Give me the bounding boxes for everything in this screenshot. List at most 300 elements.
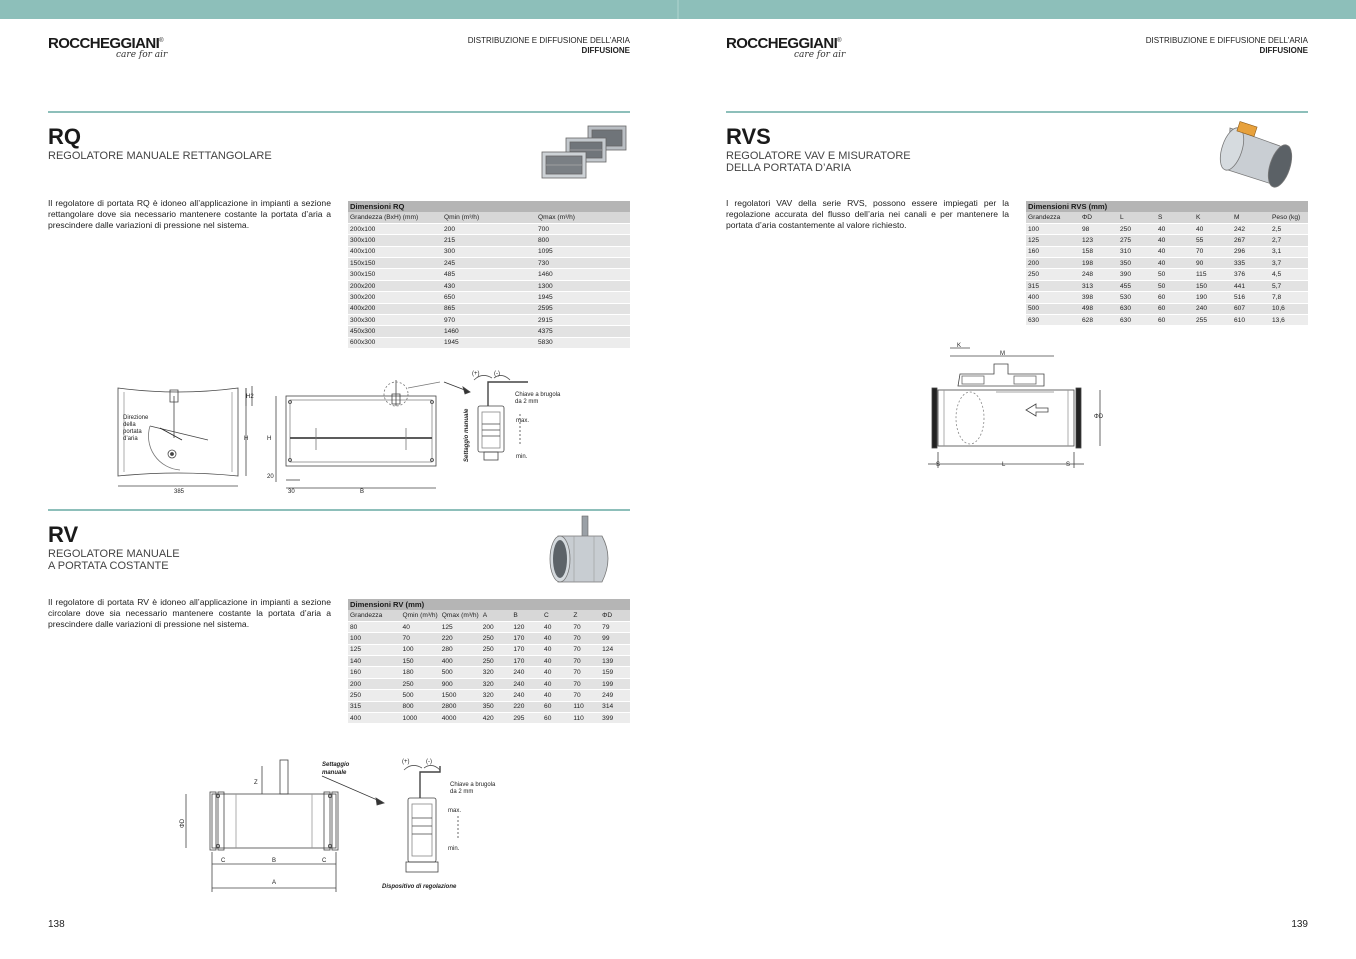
- rvs-dimensions-table: [1026, 201, 1308, 326]
- table-cell: 2800: [440, 701, 481, 712]
- rq-description: Il regolatore di portata RQ è idoneo all’applicazione in impianti a sezione rettangolare dove sia necessario mantenere costante la portata d’aria a prescindere dalle variazioni di pressione nel sistema.: [48, 198, 331, 230]
- table-cell: 100: [401, 644, 440, 655]
- table-cell: 430: [442, 280, 536, 291]
- brand-name: ROCCHEGGIANI®: [726, 35, 841, 52]
- table-row: [348, 315, 630, 326]
- table-cell: 250: [1026, 269, 1080, 280]
- table-cell: 150x150: [348, 258, 442, 269]
- rvs-technical-drawing: [924, 340, 1110, 474]
- table-cell: 315: [1026, 280, 1080, 291]
- table-cell: 350: [1118, 258, 1156, 269]
- table-row: [348, 678, 630, 689]
- table-cell: 40: [542, 644, 571, 655]
- table-row: [1026, 235, 1308, 246]
- rvs-col-header: M: [1232, 212, 1270, 223]
- rv-min-label: min.: [448, 846, 460, 852]
- table-cell: 1095: [536, 246, 630, 257]
- rq-flow-label-1: Direzione: [123, 415, 149, 421]
- table-cell: 190: [1194, 292, 1232, 303]
- table-cell: 1500: [440, 690, 481, 701]
- table-cell: 40: [542, 633, 571, 644]
- table-cell: 1460: [536, 269, 630, 280]
- rq-key-label-1: Chiave a brugola: [515, 392, 561, 398]
- table-cell: 250: [1118, 223, 1156, 234]
- table-cell: 55: [1194, 235, 1232, 246]
- table-cell: 516: [1232, 292, 1270, 303]
- table-cell: 200x100: [348, 223, 442, 234]
- rvs-code: RVS: [726, 124, 771, 149]
- table-cell: 320: [481, 690, 512, 701]
- rvs-description: I regolatori VAV della serie RVS, possono essere impiegati per la regolazione accurata del flusso dell’aria nei canali e per mantenere la portata d’aria costantemente al valore richiesto.: [726, 198, 1009, 230]
- table-cell: 1460: [442, 326, 536, 337]
- rq-col-header: Grandezza (BxH) (mm): [348, 212, 442, 223]
- table-cell: 150: [1194, 280, 1232, 291]
- table-cell: 110: [571, 701, 600, 712]
- rvs-col-header: Peso (kg): [1270, 212, 1308, 223]
- table-cell: 70: [401, 633, 440, 644]
- table-row: [348, 326, 630, 337]
- table-cell: 310: [1118, 246, 1156, 257]
- rvs-table-caption: Dimensioni RVS (mm): [1026, 201, 1308, 212]
- table-row: [348, 713, 630, 724]
- table-cell: 376: [1232, 269, 1270, 280]
- brand-tagline: care for air: [794, 50, 846, 60]
- rq-table-header: [348, 212, 630, 223]
- table-row: [348, 303, 630, 314]
- page-number-left: 138: [48, 919, 65, 930]
- rv-col-header: Grandezza: [348, 610, 401, 621]
- table-cell: 498: [1080, 303, 1118, 314]
- table-cell: 10,6: [1270, 303, 1308, 314]
- table-cell: 170: [511, 644, 542, 655]
- table-cell: 139: [600, 656, 630, 667]
- table-cell: 5830: [536, 337, 630, 348]
- table-cell: 320: [481, 667, 512, 678]
- rv-dim-c-right: C: [322, 858, 327, 864]
- table-cell: 240: [511, 690, 542, 701]
- rq-key-label-2: da 2 mm: [515, 399, 539, 405]
- rv-col-header: Z: [571, 610, 600, 621]
- section-subtitle: DIFFUSIONE: [1259, 46, 1308, 55]
- rv-name-line-1: REGOLATORE MANUALE: [48, 548, 180, 560]
- table-cell: 800: [536, 235, 630, 246]
- rq-col-header: Qmax (m³/h): [536, 212, 630, 223]
- table-cell: 315: [348, 701, 401, 712]
- rvs-name: [726, 150, 911, 174]
- rvs-dim-s-left: S: [936, 462, 941, 468]
- section-header-right: [1146, 36, 1308, 56]
- rv-key-label-1: Chiave a brugola: [450, 782, 496, 788]
- table-cell: 70: [571, 690, 600, 701]
- table-cell: 300: [442, 246, 536, 257]
- table-cell: 350: [481, 701, 512, 712]
- table-cell: 420: [481, 713, 512, 724]
- table-row: [1026, 269, 1308, 280]
- table-cell: 245: [442, 258, 536, 269]
- page-number-right: 139: [1291, 919, 1308, 930]
- table-cell: 865: [442, 303, 536, 314]
- table-row: [348, 621, 630, 632]
- rq-dim-b: B: [360, 489, 365, 495]
- table-row: [348, 337, 630, 348]
- table-cell: 115: [1194, 269, 1232, 280]
- table-cell: 530: [1118, 292, 1156, 303]
- table-row: [1026, 258, 1308, 269]
- table-cell: 1945: [442, 337, 536, 348]
- table-cell: 40: [542, 667, 571, 678]
- table-cell: 5,7: [1270, 280, 1308, 291]
- brand-logo-right: [726, 35, 845, 60]
- table-cell: 320: [481, 678, 512, 689]
- rv-manual-label-1: Settaggio: [322, 762, 350, 768]
- rq-technical-drawing: [110, 366, 580, 498]
- rq-manual-label: Settaggio manuale: [464, 408, 470, 462]
- table-cell: 630: [1118, 315, 1156, 326]
- table-cell: 300x150: [348, 269, 442, 280]
- table-cell: 80: [348, 621, 401, 632]
- table-cell: 240: [511, 678, 542, 689]
- table-cell: 100: [1026, 223, 1080, 234]
- table-cell: 441: [1232, 280, 1270, 291]
- table-cell: 40: [1156, 235, 1194, 246]
- table-row: [348, 690, 630, 701]
- table-row: [1026, 315, 1308, 326]
- rq-dim-h-front: H: [267, 436, 272, 442]
- table-row: [348, 656, 630, 667]
- table-cell: 630: [1026, 315, 1080, 326]
- table-cell: 124: [600, 644, 630, 655]
- table-cell: 313: [1080, 280, 1118, 291]
- table-cell: 610: [1232, 315, 1270, 326]
- table-cell: 800: [401, 701, 440, 712]
- brand-logo-left: [48, 35, 167, 60]
- rv-dim-c-left: C: [221, 858, 226, 864]
- rq-product-photo: [538, 124, 630, 182]
- rv-product-photo: [544, 514, 618, 588]
- table-row: [348, 701, 630, 712]
- rvs-name-line-2: DELLA PORTATA D’ARIA: [726, 162, 852, 174]
- rvs-col-header: Grandezza: [1026, 212, 1080, 223]
- rq-flow-label-2: della: [123, 422, 136, 428]
- table-cell: 40: [1156, 246, 1194, 257]
- rq-max-label: max.: [516, 418, 530, 424]
- table-cell: 1300: [536, 280, 630, 291]
- table-cell: 60: [1156, 315, 1194, 326]
- table-cell: 399: [600, 713, 630, 724]
- rv-device-label: Dispositivo di regolazione: [382, 884, 457, 890]
- table-cell: 630: [1118, 303, 1156, 314]
- rq-name: REGOLATORE MANUALE RETTANGOLARE: [48, 150, 272, 162]
- rq-dim-385: 385: [174, 489, 185, 495]
- table-cell: 220: [511, 701, 542, 712]
- rv-name: [48, 548, 180, 572]
- table-cell: 40: [542, 690, 571, 701]
- rv-description: Il regolatore di portata RV è idoneo all’applicazione in impianti a sezione circolare dove sia necessario mantenere costante la portata d’aria a prescindere dalle variazioni di pressione nel sistema.: [48, 597, 331, 629]
- table-row: [348, 246, 630, 257]
- section-title: DISTRIBUZIONE E DIFFUSIONE DELL’ARIA: [467, 36, 630, 45]
- table-cell: 400: [440, 656, 481, 667]
- table-cell: 200: [442, 223, 536, 234]
- table-cell: 4375: [536, 326, 630, 337]
- table-cell: 170: [511, 656, 542, 667]
- table-cell: 275: [1118, 235, 1156, 246]
- table-cell: 2595: [536, 303, 630, 314]
- rq-table-caption: Dimensioni RQ: [348, 201, 630, 212]
- table-cell: 220: [440, 633, 481, 644]
- table-cell: 280: [440, 644, 481, 655]
- table-cell: 628: [1080, 315, 1118, 326]
- table-cell: 3,1: [1270, 246, 1308, 257]
- rv-max-label: max.: [448, 808, 462, 814]
- table-cell: 200: [1026, 258, 1080, 269]
- rq-dim-30: 30: [288, 489, 295, 495]
- table-cell: 198: [1080, 258, 1118, 269]
- table-cell: 335: [1232, 258, 1270, 269]
- table-cell: 398: [1080, 292, 1118, 303]
- table-cell: 40: [1156, 223, 1194, 234]
- table-cell: 70: [571, 656, 600, 667]
- rvs-col-header: ΦD: [1080, 212, 1118, 223]
- table-row: [1026, 223, 1308, 234]
- table-cell: 125: [1026, 235, 1080, 246]
- table-cell: 158: [1080, 246, 1118, 257]
- table-cell: 249: [600, 690, 630, 701]
- rq-dim-h2: H2: [246, 394, 254, 400]
- brand-name: ROCCHEGGIANI®: [48, 35, 163, 52]
- table-cell: 300x200: [348, 292, 442, 303]
- table-cell: 60: [542, 701, 571, 712]
- rq-flow-label-4: d’aria: [123, 436, 138, 442]
- rvs-dim-d: ΦD: [1094, 414, 1104, 420]
- table-cell: 13,6: [1270, 315, 1308, 326]
- section-title: DISTRIBUZIONE E DIFFUSIONE DELL’ARIA: [1145, 36, 1308, 45]
- rq-flow-label-3: portata: [123, 429, 142, 435]
- rvs-divider: [726, 111, 1308, 113]
- rvs-product-photo: [1218, 116, 1300, 190]
- table-cell: 500: [401, 690, 440, 701]
- table-cell: 7,8: [1270, 292, 1308, 303]
- table-row: [348, 633, 630, 644]
- table-cell: 70: [571, 621, 600, 632]
- table-cell: 250: [401, 678, 440, 689]
- table-cell: 215: [442, 235, 536, 246]
- section-subtitle: DIFFUSIONE: [581, 46, 630, 55]
- rvs-table-header: [1026, 212, 1308, 223]
- rq-dimensions-table: [348, 201, 630, 349]
- table-cell: 90: [1194, 258, 1232, 269]
- table-cell: 255: [1194, 315, 1232, 326]
- table-row: [348, 667, 630, 678]
- table-cell: 267: [1232, 235, 1270, 246]
- table-cell: 300x100: [348, 235, 442, 246]
- table-cell: 70: [571, 644, 600, 655]
- table-row: [348, 292, 630, 303]
- table-cell: 70: [571, 667, 600, 678]
- table-cell: 295: [511, 713, 542, 724]
- table-row: [1026, 246, 1308, 257]
- table-cell: 250: [348, 690, 401, 701]
- rv-divider: [48, 509, 630, 511]
- table-cell: 240: [1194, 303, 1232, 314]
- rq-minus-label: (-): [494, 371, 500, 377]
- table-cell: 500: [440, 667, 481, 678]
- table-cell: 60: [1156, 292, 1194, 303]
- table-cell: 730: [536, 258, 630, 269]
- page-seam: [677, 0, 679, 19]
- table-cell: 970: [442, 315, 536, 326]
- table-cell: 140: [348, 656, 401, 667]
- table-cell: 2,7: [1270, 235, 1308, 246]
- table-cell: 160: [348, 667, 401, 678]
- table-cell: 125: [348, 644, 401, 655]
- rv-dim-d: ΦD: [180, 818, 186, 828]
- table-row: [348, 269, 630, 280]
- table-row: [348, 280, 630, 291]
- table-cell: 400: [1026, 292, 1080, 303]
- rv-col-header: A: [481, 610, 512, 621]
- table-cell: 40: [542, 656, 571, 667]
- table-cell: 390: [1118, 269, 1156, 280]
- table-cell: 650: [442, 292, 536, 303]
- rv-table-caption: Dimensioni RV (mm): [348, 599, 630, 610]
- table-row: [348, 235, 630, 246]
- table-cell: 159: [600, 667, 630, 678]
- table-cell: 240: [511, 667, 542, 678]
- rv-technical-drawing: [176, 752, 506, 894]
- brand-tagline: care for air: [116, 50, 168, 60]
- table-cell: 242: [1232, 223, 1270, 234]
- table-cell: 50: [1156, 269, 1194, 280]
- rv-col-header: B: [511, 610, 542, 621]
- table-cell: 180: [401, 667, 440, 678]
- section-header-left: [468, 36, 630, 56]
- table-cell: 400x200: [348, 303, 442, 314]
- table-cell: 100: [348, 633, 401, 644]
- table-cell: 450x300: [348, 326, 442, 337]
- table-cell: 3,7: [1270, 258, 1308, 269]
- table-row: [348, 644, 630, 655]
- rv-col-header: Qmax (m³/h): [440, 610, 481, 621]
- table-cell: 250: [481, 656, 512, 667]
- table-cell: 150: [401, 656, 440, 667]
- table-row: [348, 258, 630, 269]
- table-cell: 455: [1118, 280, 1156, 291]
- table-cell: 300x300: [348, 315, 442, 326]
- rv-dim-a: A: [272, 880, 277, 886]
- table-cell: 400x100: [348, 246, 442, 257]
- rq-dim-h-side: H: [244, 436, 249, 442]
- rvs-name-line-1: REGOLATORE VAV E MISURATORE: [726, 150, 911, 162]
- table-row: [1026, 303, 1308, 314]
- table-row: [1026, 280, 1308, 291]
- table-cell: 314: [600, 701, 630, 712]
- table-cell: 199: [600, 678, 630, 689]
- table-cell: 70: [571, 633, 600, 644]
- table-cell: 40: [1156, 258, 1194, 269]
- rq-col-header: Qmin (m³/h): [442, 212, 536, 223]
- table-cell: 500: [1026, 303, 1080, 314]
- table-cell: 120: [511, 621, 542, 632]
- table-cell: 40: [542, 621, 571, 632]
- table-cell: 99: [600, 633, 630, 644]
- table-cell: 1000: [401, 713, 440, 724]
- table-cell: 607: [1232, 303, 1270, 314]
- rvs-col-header: K: [1194, 212, 1232, 223]
- rv-col-header: C: [542, 610, 571, 621]
- table-cell: 4,5: [1270, 269, 1308, 280]
- rv-manual-label-2: manuale: [322, 770, 347, 776]
- table-cell: 40: [1194, 223, 1232, 234]
- table-cell: 60: [542, 713, 571, 724]
- rv-minus-label: (-): [426, 759, 432, 765]
- table-cell: 400: [348, 713, 401, 724]
- rq-plus-label: (+): [472, 371, 480, 377]
- rv-col-header: Qmin (m³/h): [401, 610, 440, 621]
- table-cell: 125: [440, 621, 481, 632]
- table-cell: 296: [1232, 246, 1270, 257]
- table-cell: 248: [1080, 269, 1118, 280]
- rv-dim-z: Z: [254, 780, 258, 786]
- rv-code: RV: [48, 522, 79, 547]
- table-cell: 1945: [536, 292, 630, 303]
- table-cell: 170: [511, 633, 542, 644]
- table-cell: 4000: [440, 713, 481, 724]
- table-row: [348, 223, 630, 234]
- rvs-dim-k: K: [957, 343, 962, 349]
- rv-plus-label: (+): [402, 759, 410, 765]
- table-cell: 250: [481, 633, 512, 644]
- table-cell: 123: [1080, 235, 1118, 246]
- table-cell: 60: [1156, 303, 1194, 314]
- table-cell: 70: [571, 678, 600, 689]
- table-cell: 2,5: [1270, 223, 1308, 234]
- table-cell: 50: [1156, 280, 1194, 291]
- table-cell: 160: [1026, 246, 1080, 257]
- table-cell: 2915: [536, 315, 630, 326]
- table-cell: 40: [542, 678, 571, 689]
- table-cell: 200: [481, 621, 512, 632]
- rvs-dim-s-right: S: [1066, 462, 1071, 468]
- rv-name-line-2: A PORTATA COSTANTE: [48, 560, 169, 572]
- rvs-dim-m: M: [1000, 351, 1005, 357]
- table-cell: 485: [442, 269, 536, 280]
- top-color-band: [0, 0, 1356, 19]
- rv-dimensions-table: [348, 599, 630, 724]
- rv-dim-b: B: [272, 858, 277, 864]
- table-row: [1026, 292, 1308, 303]
- rv-table-header: [348, 610, 630, 621]
- table-cell: 200: [348, 678, 401, 689]
- rvs-dim-l: L: [1002, 462, 1006, 468]
- rq-min-label: min.: [516, 454, 528, 460]
- rv-key-label-2: da 2 mm: [450, 789, 474, 795]
- rq-dim-20: 20: [267, 474, 274, 480]
- table-cell: 110: [571, 713, 600, 724]
- table-cell: 40: [401, 621, 440, 632]
- rq-code: RQ: [48, 124, 81, 149]
- table-cell: 79: [600, 621, 630, 632]
- table-cell: 700: [536, 223, 630, 234]
- table-cell: 70: [1194, 246, 1232, 257]
- table-cell: 600x300: [348, 337, 442, 348]
- table-cell: 900: [440, 678, 481, 689]
- rq-divider: [48, 111, 630, 113]
- rvs-col-header: L: [1118, 212, 1156, 223]
- table-cell: 98: [1080, 223, 1118, 234]
- table-cell: 200x200: [348, 280, 442, 291]
- rvs-col-header: S: [1156, 212, 1194, 223]
- table-cell: 250: [481, 644, 512, 655]
